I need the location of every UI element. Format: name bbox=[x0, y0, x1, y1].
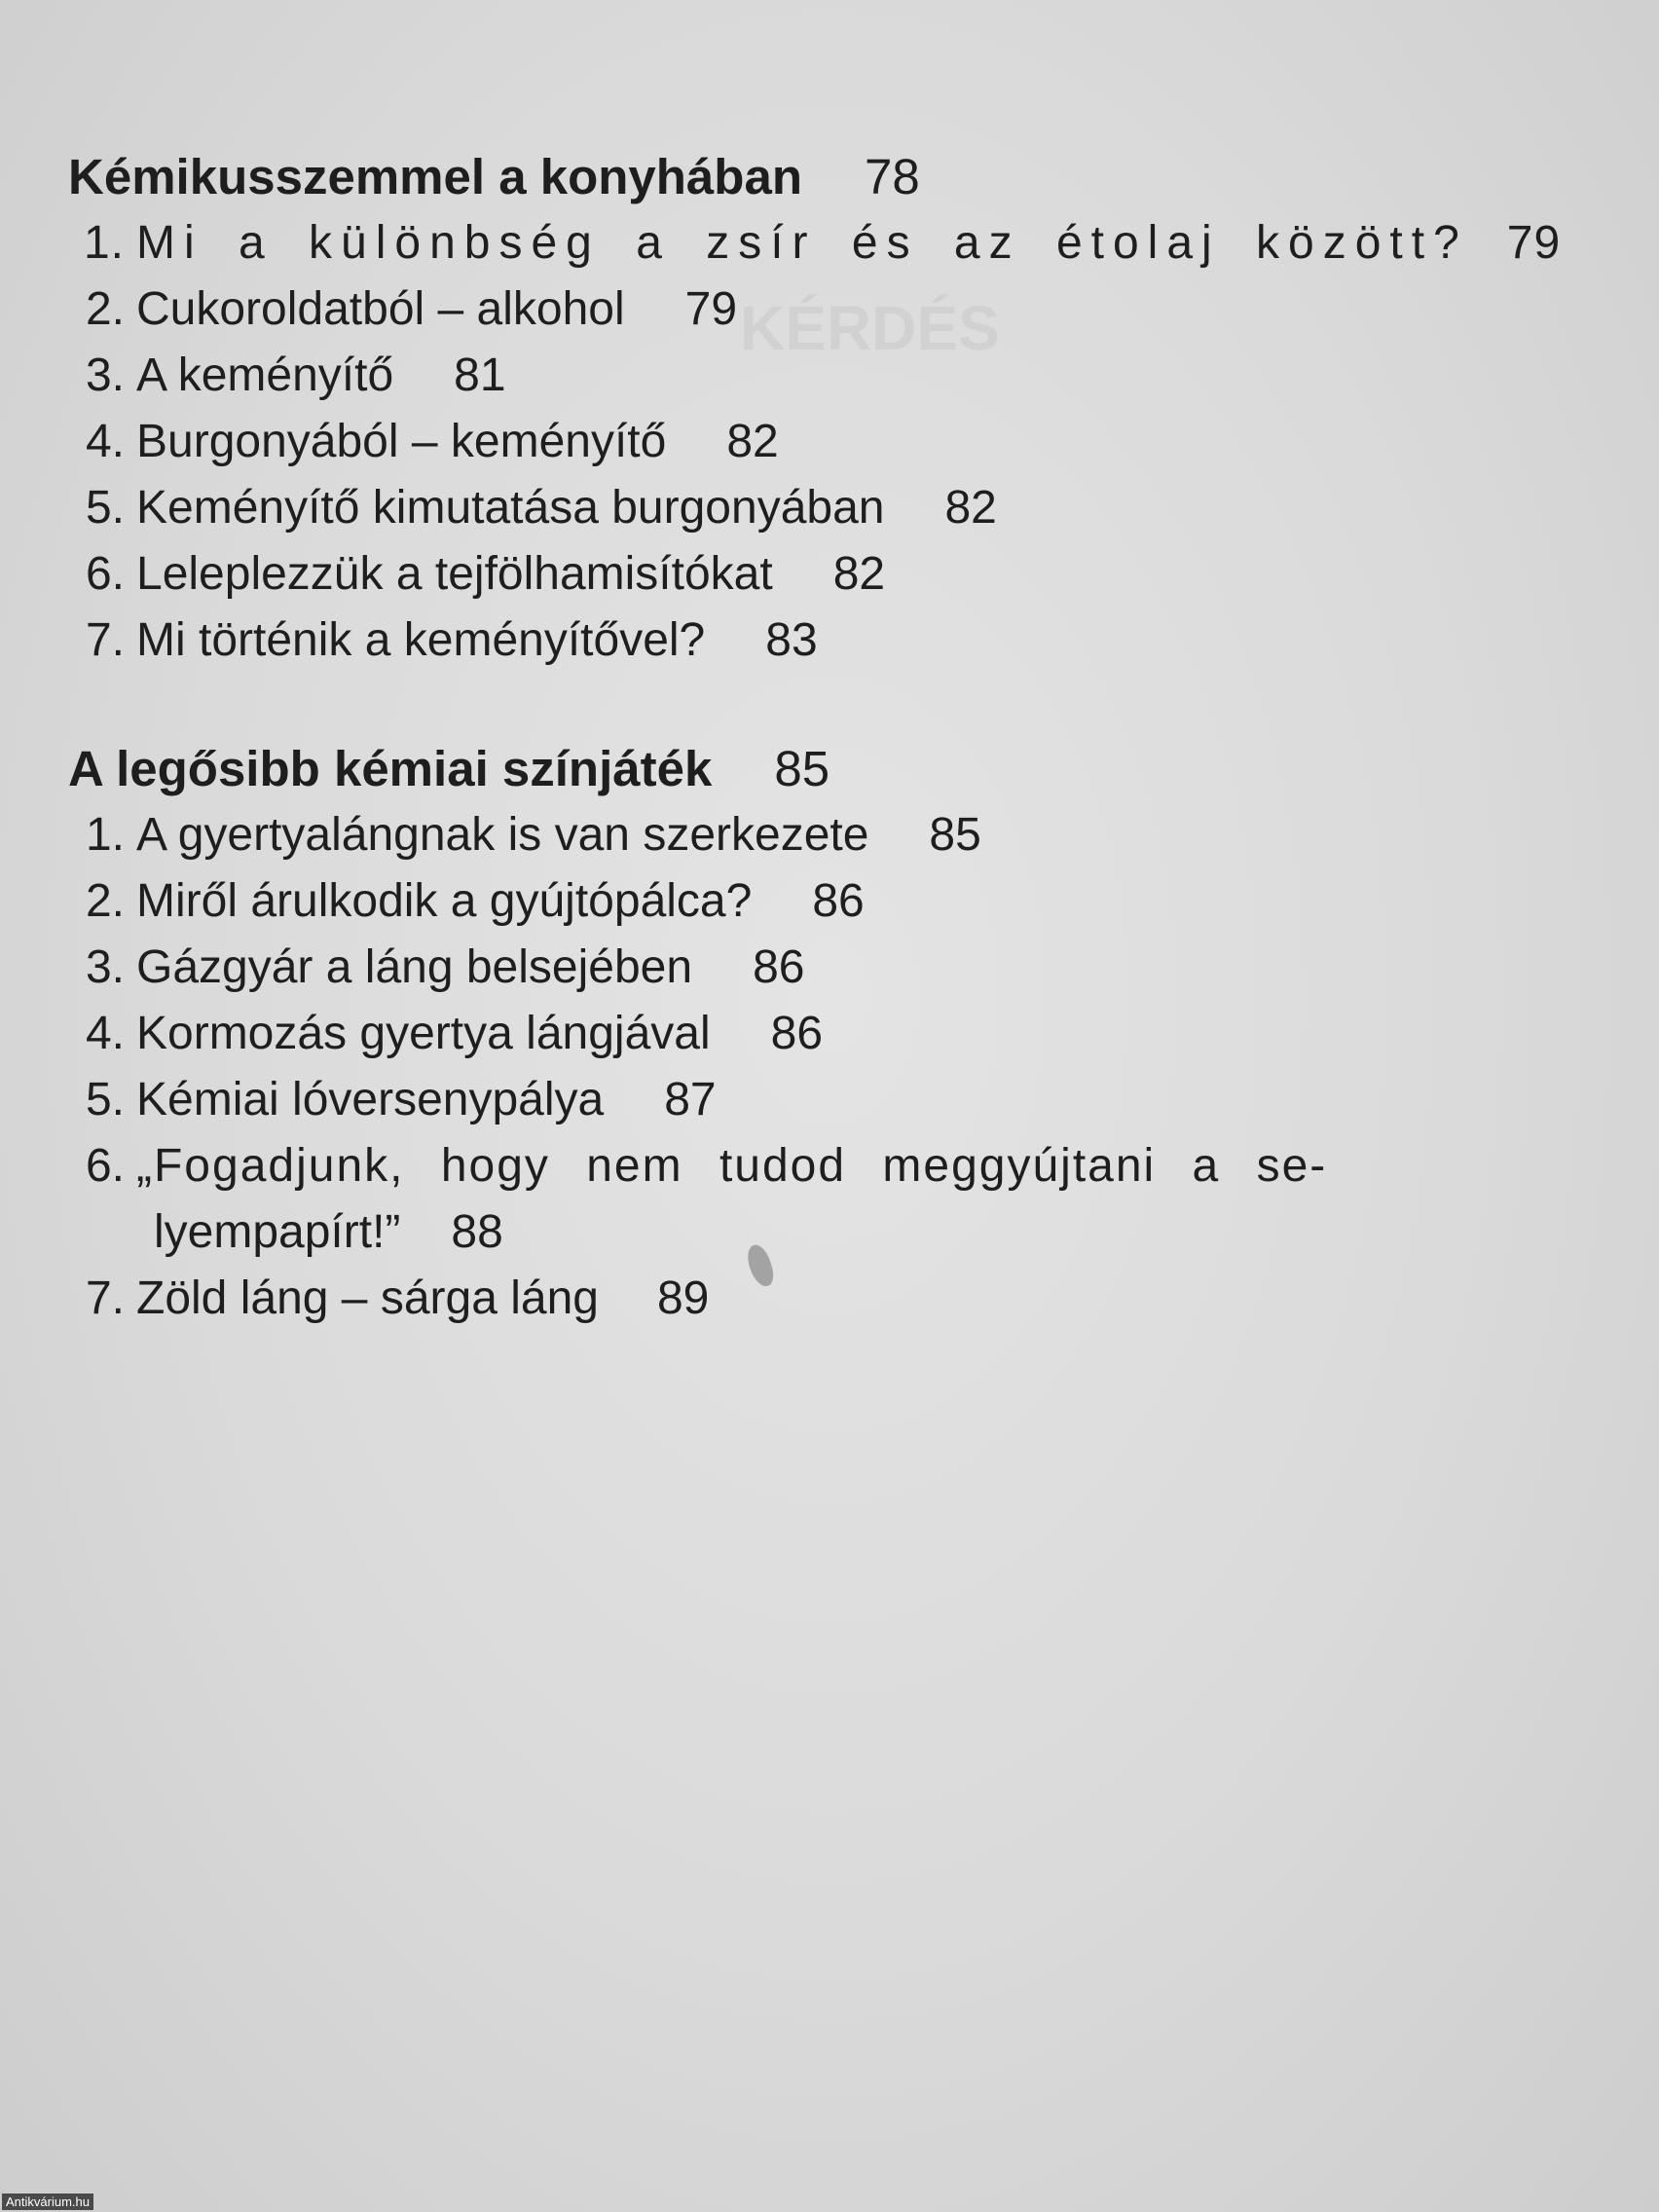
toc-entry bbox=[68, 409, 1451, 475]
toc-section-flame bbox=[68, 736, 1451, 1332]
entry-title: Mi a különbség a zsír és az étolaj között? bbox=[136, 217, 1468, 269]
entry-title-line-1: „Fogadjunk, hogy nem tudod meggyújtani a se- bbox=[136, 1140, 1328, 1192]
toc-section-kitchen bbox=[68, 144, 1562, 674]
entry-title: Miről árulkodik a gyújtópálca? bbox=[136, 875, 753, 927]
toc-entry bbox=[68, 276, 1451, 343]
toc-entry bbox=[68, 475, 1451, 541]
entry-number: 6. bbox=[85, 1140, 125, 1192]
entry-page-number: 87 bbox=[664, 1074, 717, 1125]
entry-title: A keményítő bbox=[136, 350, 394, 401]
section-heading bbox=[68, 736, 1451, 802]
entry-page-number: 86 bbox=[770, 1008, 824, 1059]
entry-number: 1. bbox=[85, 809, 125, 861]
entry-page-number: 81 bbox=[454, 350, 506, 401]
entry-number: 7. bbox=[85, 614, 125, 666]
entry-title: Mi történik a keményítővel? bbox=[136, 614, 706, 666]
entry-number: 3. bbox=[85, 941, 125, 993]
entry-page-number: 86 bbox=[753, 941, 805, 993]
toc-entry bbox=[68, 1133, 1451, 1199]
toc-entry bbox=[68, 343, 1451, 409]
section-page-number: 78 bbox=[864, 149, 920, 204]
entry-title: Gázgyár a láng belsejében bbox=[136, 941, 693, 993]
toc-entry bbox=[68, 1001, 1451, 1067]
entry-page-number: 79 bbox=[1506, 217, 1562, 269]
section-page-number: 85 bbox=[774, 741, 830, 796]
entry-number: 2. bbox=[85, 875, 125, 927]
entry-title: Kémiai lóversenypálya bbox=[136, 1074, 605, 1125]
entry-number: 3. bbox=[85, 350, 125, 401]
entry-number: 4. bbox=[85, 416, 125, 467]
entry-page-number: 82 bbox=[726, 416, 779, 467]
entry-number: 6. bbox=[85, 548, 125, 600]
entry-page-number: 89 bbox=[656, 1272, 710, 1324]
toc-entry bbox=[68, 935, 1451, 1001]
entry-page-number: 85 bbox=[929, 809, 981, 861]
watermark: Antikvárium.hu bbox=[2, 2194, 93, 2210]
section-title: Kémikusszemmel a konyhában bbox=[68, 149, 802, 204]
entry-number: 2. bbox=[85, 283, 125, 335]
entry-title: Cukoroldatból – alkohol bbox=[136, 283, 625, 335]
toc-entry bbox=[68, 868, 1451, 935]
section-heading bbox=[68, 144, 1451, 210]
show-through-text: KÉRDÉS bbox=[740, 293, 1000, 363]
entry-page-number: 83 bbox=[765, 614, 818, 666]
entry-page-number: 82 bbox=[832, 548, 886, 600]
entry-title: Leleplezzük a tejfölhamisítókat bbox=[136, 548, 773, 600]
entry-number: 5. bbox=[85, 1074, 125, 1125]
toc-entry bbox=[68, 541, 1451, 608]
toc-entry bbox=[68, 802, 1451, 868]
entry-title: A gyertyalángnak is van szerkezete bbox=[136, 809, 869, 861]
toc-entry bbox=[68, 1067, 1451, 1133]
entry-title: Zöld láng – sárga láng bbox=[136, 1272, 599, 1324]
entry-title: Keményítő kimutatása burgonyában bbox=[136, 482, 885, 534]
toc-entry bbox=[68, 608, 1451, 674]
entry-title: Kormozás gyertya lángjával bbox=[136, 1008, 711, 1059]
entry-number: 4. bbox=[85, 1008, 125, 1059]
entry-number: 1. bbox=[83, 217, 125, 269]
toc-entry bbox=[68, 210, 1562, 276]
entry-number: 5. bbox=[85, 482, 125, 534]
entry-number: 7. bbox=[85, 1272, 125, 1324]
section-title: A legősibb kémiai színjáték bbox=[68, 741, 713, 796]
entry-page-number: 82 bbox=[944, 482, 997, 534]
entry-page-number: 79 bbox=[684, 283, 738, 335]
entry-page-number: 88 bbox=[451, 1206, 503, 1258]
entry-title-line-2: lyempapírt!” bbox=[154, 1206, 401, 1258]
entry-title: Burgonyából – keményítő bbox=[136, 416, 667, 467]
entry-page-number: 86 bbox=[812, 875, 865, 927]
